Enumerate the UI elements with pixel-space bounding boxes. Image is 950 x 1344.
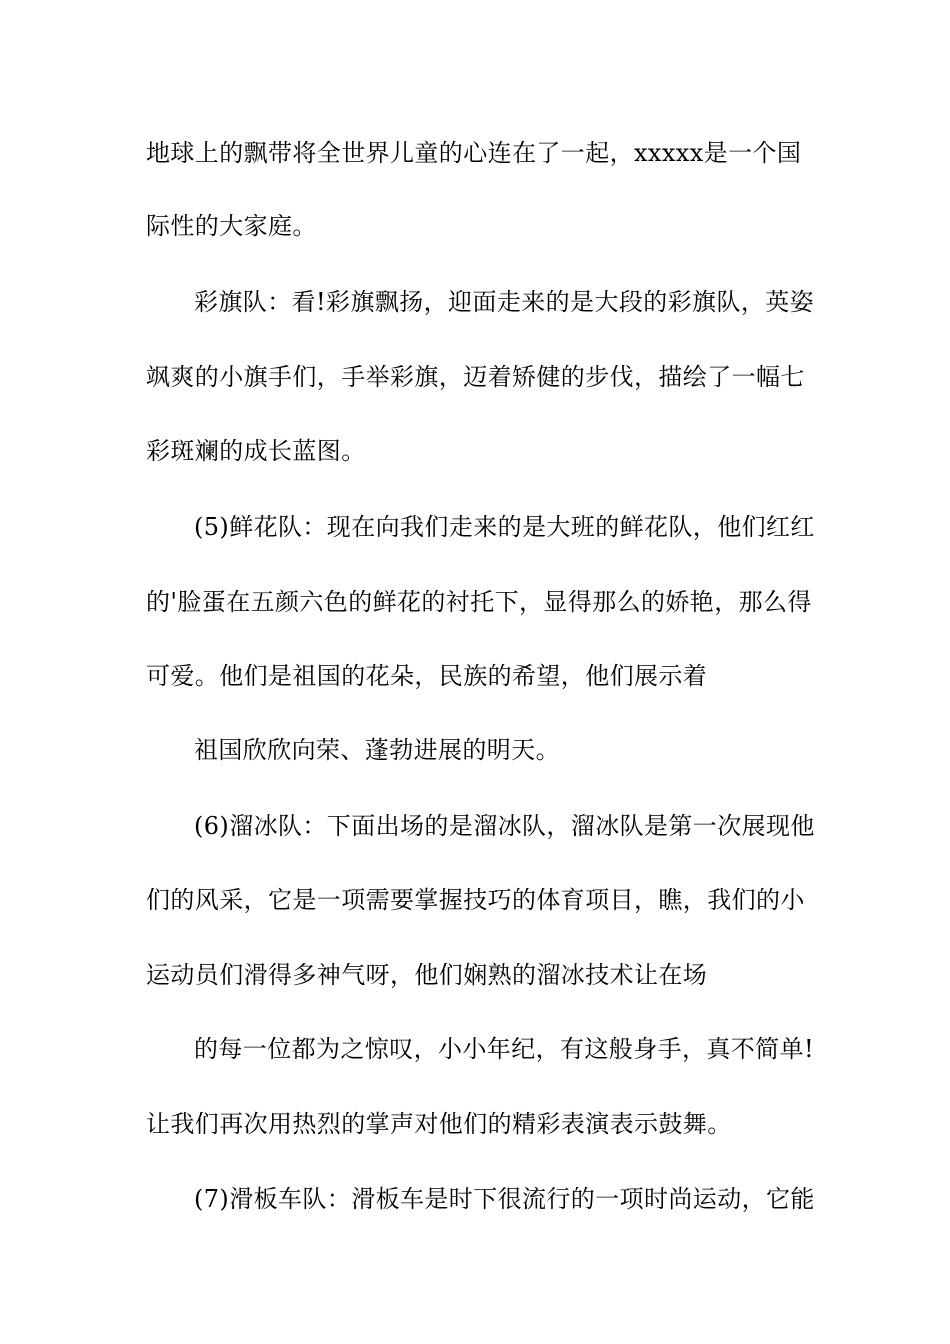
paragraph-line: 的每一位都为之惊叹，小小年纪，有这般身手，真不简单! (194, 1035, 815, 1063)
paragraph-line: 们的风采，它是一项需要掌握技巧的体育项目，瞧，我们的小 (146, 886, 805, 914)
paragraph-line: 祖国欣欣向荣、蓬勃进展的明天。 (194, 736, 560, 764)
paragraph-line: 让我们再次用热烈的掌声对他们的精彩表演表示鼓舞。 (146, 1110, 732, 1138)
paragraph-line: 彩斑斓的成长蓝图。 (146, 437, 366, 465)
paragraph-line: (5)鲜花队：现在向我们走来的是大班的鲜花队，他们红红 (194, 513, 815, 541)
paragraph-line: (7)滑板车队：滑板车是时下很流行的一项时尚运动，它能 (194, 1185, 815, 1213)
paragraph-line: 际性的大家庭。 (146, 212, 317, 240)
paragraph-line: (6)溜冰队：下面出场的是溜冰队，溜冰队是第一次展现他 (194, 812, 815, 840)
paragraph-line: 彩旗队：看!彩旗飘扬，迎面走来的是大段的彩旗队，英姿 (194, 288, 815, 316)
paragraph-line: 可爱。他们是祖国的花朵，民族的希望，他们展示着 (146, 662, 708, 690)
paragraph-line: 的'脸蛋在五颜六色的鲜花的衬托下，显得那么的娇艳，那么得 (146, 588, 812, 616)
paragraph-line: 地球上的飘带将全世界儿童的心连在了一起，xxxxx是一个国 (146, 139, 802, 167)
paragraph-line: 运动员们滑得多神气呀，他们娴熟的溜冰技术让在场 (146, 961, 708, 989)
paragraph-line: 飒爽的小旗手们，手举彩旗，迈着矫健的步伐，描绘了一幅七 (146, 363, 805, 391)
